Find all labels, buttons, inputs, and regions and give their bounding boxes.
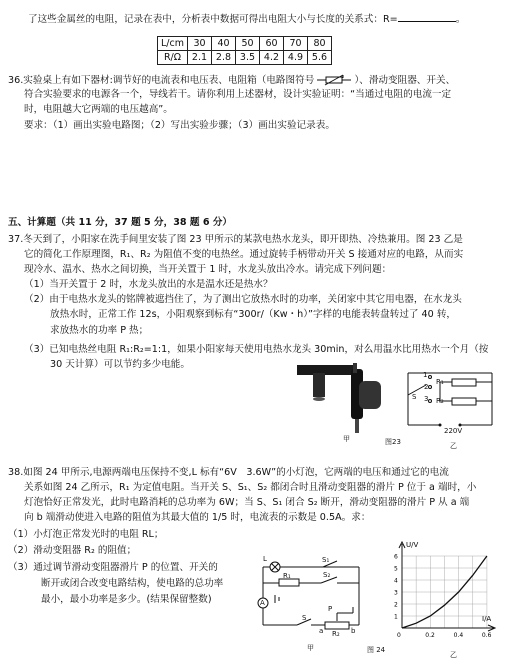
q37-sub2-line3: 求放热水的功率 P 热； [50,325,149,336]
fig24-caption: 图 24 [367,646,386,654]
origin-label: 0 [397,632,401,639]
chart-grid [402,556,487,628]
fig23-pos2: 2 [424,383,429,391]
y-tick-label: 2 [394,601,398,609]
x-tick-label: 0.6 [481,632,492,639]
q38-sub3-line2: 断开或闭合改变电路结构，使电路的总功率 [41,578,224,589]
fig23-r2-label: R₂ [436,397,444,405]
x-tick-label: 0.4 [453,632,464,639]
q35-end: 。 [455,14,466,25]
table-cell: 80 [307,37,331,51]
q38-line4: 向 b 端滑动使进入电路的阻值为其最大值的 1/5 时，电流表的示数是 0.5A。求： [24,512,371,523]
q36-line4: 要求：（1）画出实验电路图；（2）写出实验步骤；（3）画出实验记录表。 [24,120,335,131]
faucet-figure [293,355,393,435]
fig24-s1-label: S₁ [322,556,330,564]
table-cell: 50 [235,37,259,51]
q37-line2: 它的简化工作原理图，R₁、R₂ 为阻值不变的电热丝。通过旋转手柄带动开关 S 接通对应的电路，从而实 [24,249,464,260]
q36-line1b: ）、滑动变阻器、开关、 [354,75,456,86]
table-cell: R/Ω [158,51,188,65]
fig23-r1-label: R₁ [436,378,444,386]
answer-blank [398,12,456,22]
q37-sub2-line2: 放热水时，正常工作 12s，小阳观察到标有“300r/（Kw・h）”字样的电能表转盘转过了 40 转， [50,309,457,320]
fig24-r1-label: R₁ [283,572,291,580]
fig24-lamp-label: L [263,555,267,563]
q38-sub3-line1: （3）通过调节滑动变阻器滑片 P 的位置、开关的 [8,562,218,573]
q37-sub1: （1）当开关置于 2 时，水龙头放出的水是温水还是热水？ [24,279,273,290]
q37-line3: 现冷水、温水、热水之间切换，当开关置于 1 时，水龙头放出冷水。请完成下列问题： [24,264,392,275]
table-cell: L/cm [158,37,188,51]
fig24-a-label: a [319,627,324,635]
q36-line3: 时，电阻越大它两端的电压越高”。 [24,104,173,115]
x-tick-label: 0.2 [425,632,435,639]
fig24-ammeter-label: A [260,599,265,607]
table-cell: 2.1 [187,51,211,65]
q36-line1 [8,74,455,87]
resistance-table [157,36,332,65]
resistance-box-symbol [317,74,351,86]
table-cell: 40 [211,37,235,51]
table-cell: 5.6 [307,51,331,65]
q38-sub1: （1）小灯泡正常发光时的电阻 RL； [8,529,164,540]
q35-tail: 了这些金属丝的电阻，记录在表中，分析表中数据可得出电阻大小与长度的关系式：R= [28,14,398,25]
fig24-p-label: P [328,605,333,613]
q38-line1: 38.如图 24 甲所示,电源两端电压保持不变,L 标有“6V 3.6W”的小灯泡，它两端的电压和通过它的电流 [8,467,449,478]
q38-sub3-line3: 最小，最小功率是多少。(结果保留整数) [41,594,212,605]
fig23-yi-label: 乙 [450,442,457,450]
q36-line1a: 36.实验桌上有如下器材:调节好的电流表和电压表、电阻箱（电路图符号 [8,75,315,86]
fig23-pos1: 1 [423,371,428,379]
q37-line1: 37.冬天到了，小阳家在洗手间里安装了图 23 甲所示的某款电热水龙头，即开即热、冷热兼用。图 23 乙是 [8,234,463,245]
section-heading: 五、计算题（共 11 分，37 题 5 分，38 题 6 分） [8,217,233,228]
q38-sub2: （2）滑动变阻器 R₂ 的阻值； [8,545,137,556]
q35-text [28,12,465,26]
fig24-jia-label: 甲 [307,644,314,652]
fig24-circuit [253,553,371,637]
fig24-s-label: S [302,614,307,622]
x-axis-label: I/A [482,615,492,623]
y-tick-label: 3 [394,589,398,597]
q38-line3: 灯泡恰好正常发光，此时电路消耗的总功率为 6W；当 S、S₁ 闭合 S₂ 断开，滑动变阻器的滑片 P 从 a 端 [24,497,470,508]
fig24-yi-label: 乙 [450,651,457,659]
table-cell: 70 [283,37,307,51]
fig24-b-label: b [351,627,356,635]
table-row [158,51,332,65]
fig23-s-label: S [412,393,417,401]
fig24-ui-graph [386,538,506,644]
fig23-jia-label: 甲 [343,435,350,443]
fig23-caption: 图23 [385,438,401,446]
table-cell: 4.9 [283,51,307,65]
table-cell: 30 [187,37,211,51]
table-cell: 3.5 [235,51,259,65]
y-axis-label: U/V [406,541,419,549]
table-row [158,37,332,51]
q38-line2: 关系如图 24 乙所示，R₁ 为定值电阻。当开关 S、S₁、S₂ 都闭合时且滑动变阻器的滑片 P 位于 a 端时，小 [24,482,477,493]
y-tick-label: 1 [394,613,398,621]
fig23-voltage: 220V [444,427,463,435]
q37-sub3-line1: （3）已知电热丝电阻 R₁:R₂=1:1，如果小阳家每天使用电热水龙头 30min，对么用温水比用热水一个月（按 [24,344,489,355]
table-cell: 2.8 [211,51,235,65]
fig23-pos3: 3 [424,395,429,403]
q36-line2: 符合实验要求的电源各一个，导线若干。请你利用上述器材，设计实验证明：“当通过电阻的电流一定 [24,89,452,100]
q37-sub3-line2: 30 天计算）可以节约多少电能。 [50,359,190,370]
table-cell: 4.2 [259,51,283,65]
y-tick-label: 4 [394,577,398,585]
y-tick-label: 6 [394,553,398,561]
table-cell: 60 [259,37,283,51]
y-tick-label: 5 [394,565,398,573]
fig24-s2-label: S₂ [323,571,331,579]
q37-sub2-line1: （2）由于电热水龙头的铭牌被遮挡住了，为了测出它放热水时的功率，关闭家中其它用电器，在水龙头 [24,294,462,305]
fig24-r2-label: R₂ [332,630,340,638]
